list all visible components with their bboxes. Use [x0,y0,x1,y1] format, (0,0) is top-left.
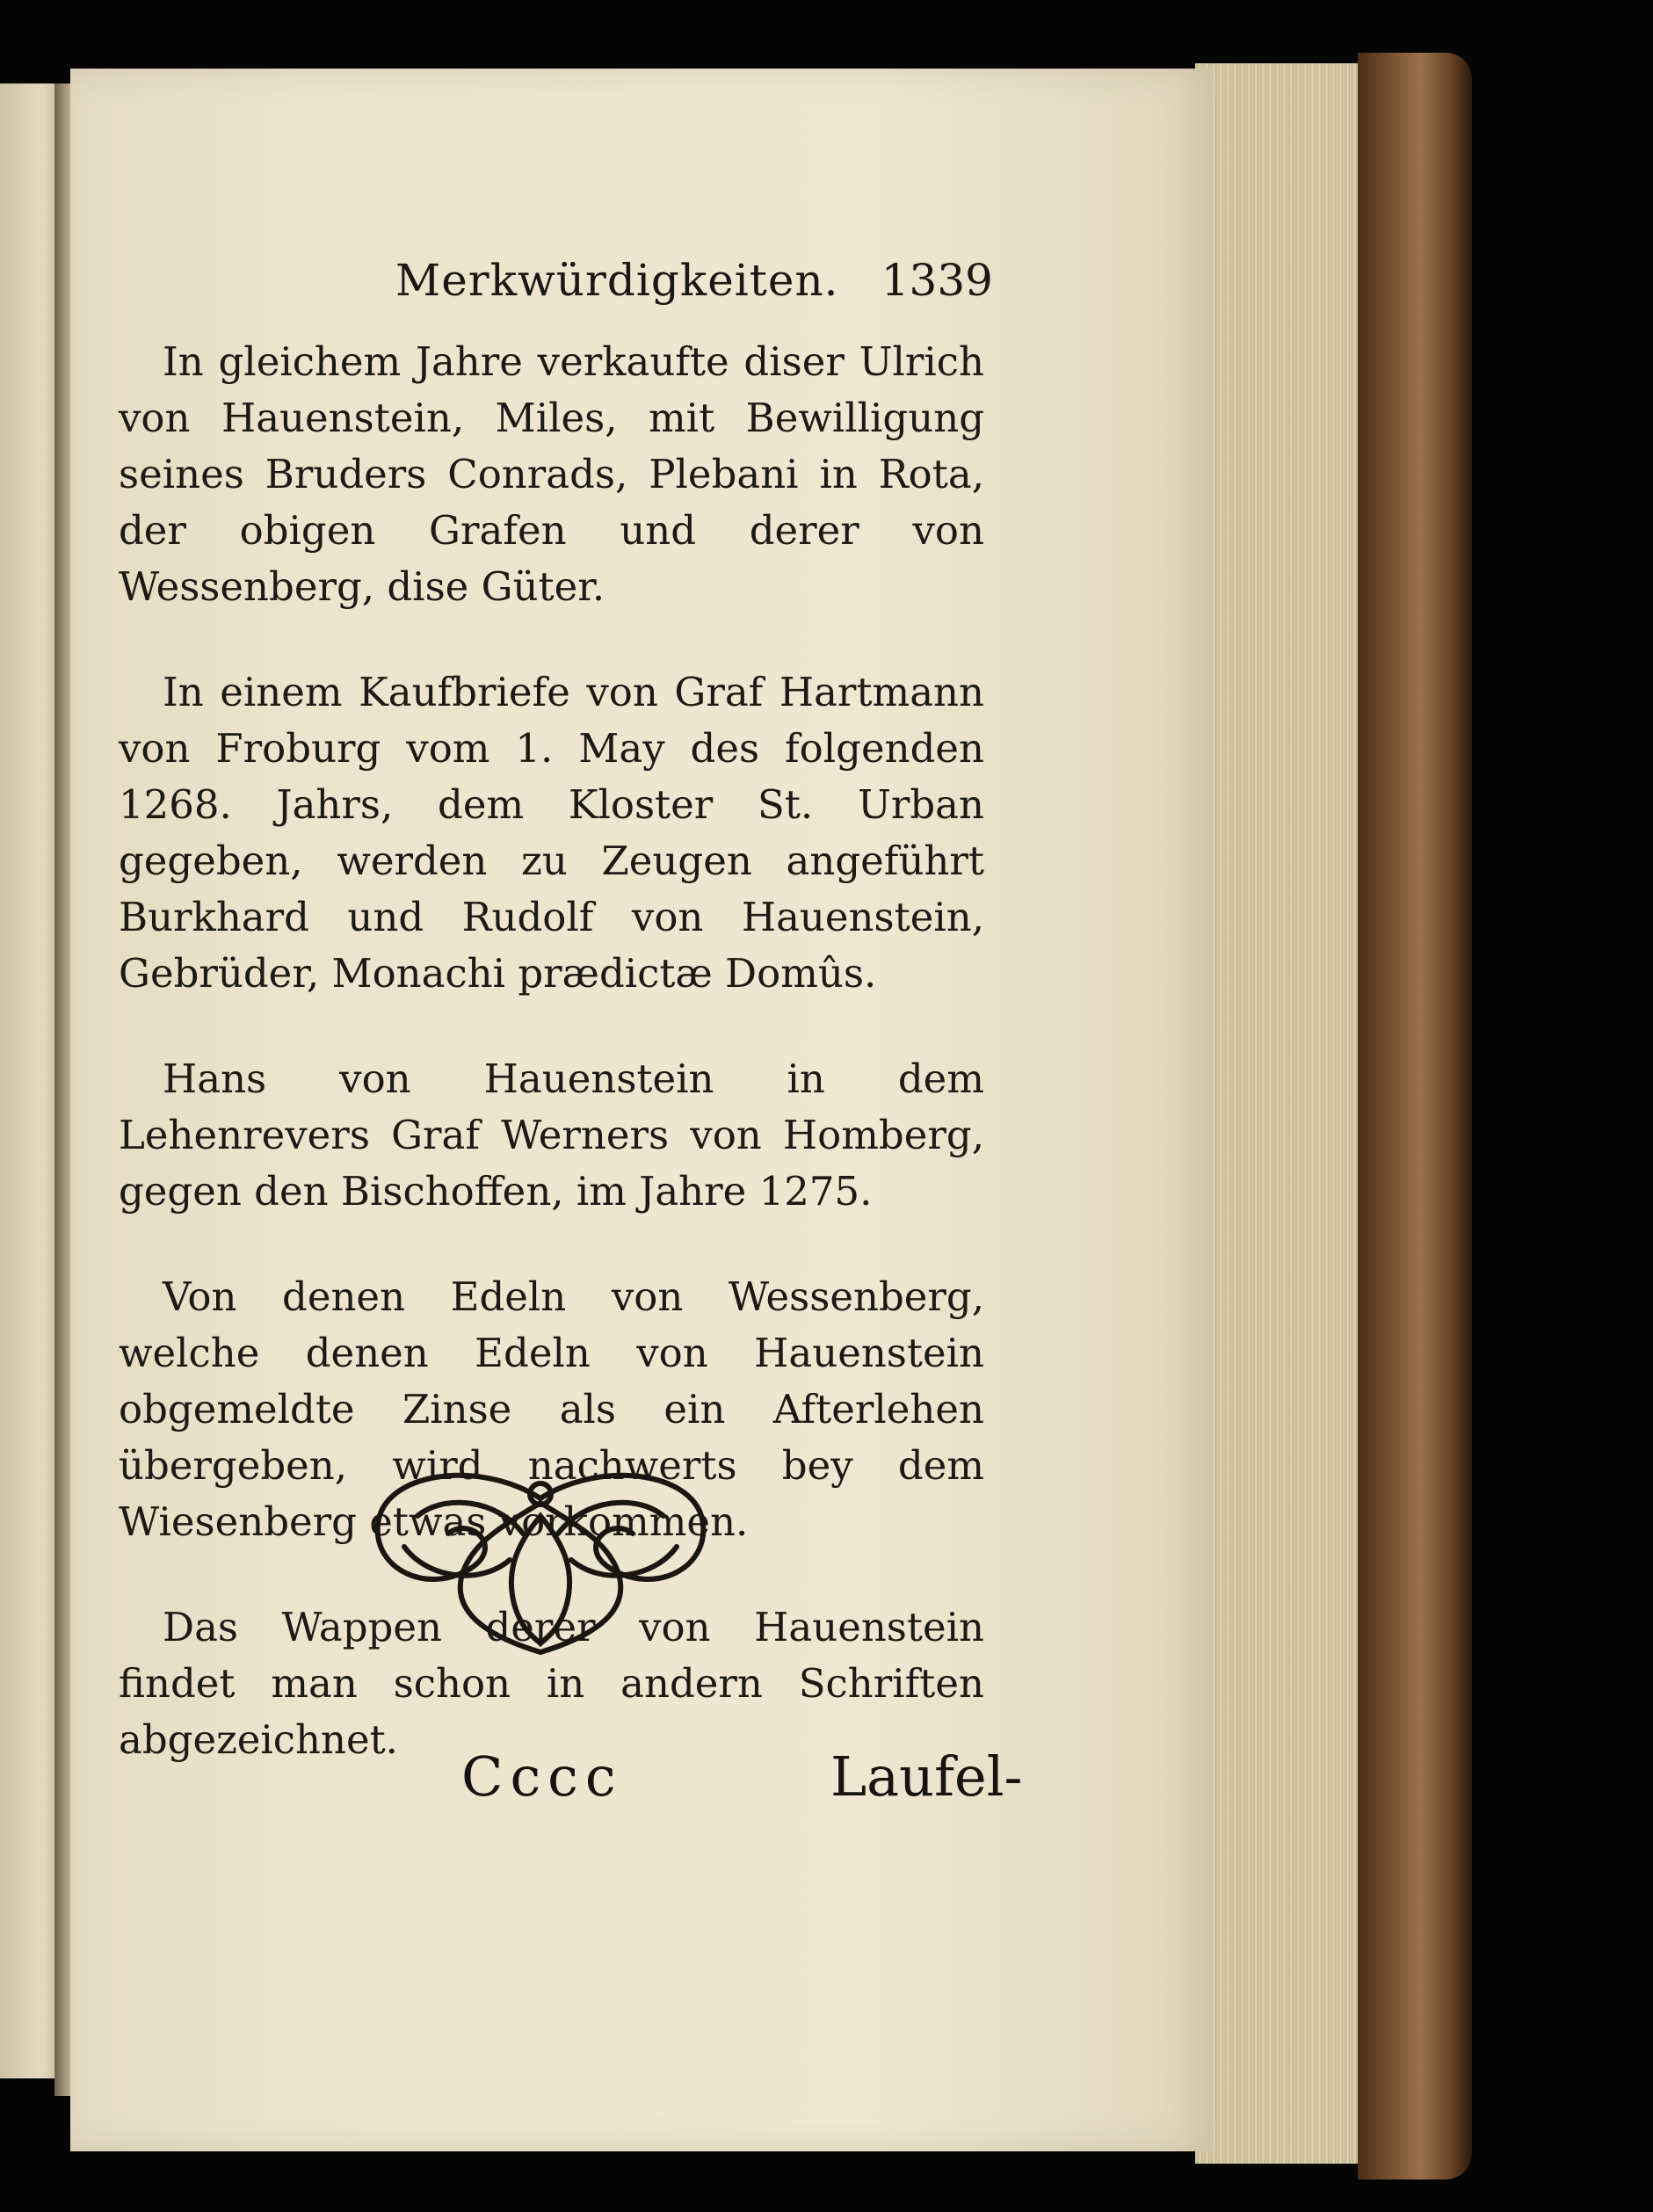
catchword: Laufel- [830,1744,1023,1809]
paragraph: Hans von Hauenstein in dem Lehenrevers Graf Werners von Homberg, gegen den Bischoffen, im Jahre 1275. [119,1055,984,1215]
scroll-ornament-icon [365,1463,716,1665]
paragraph: Von denen Edeln von Wessenberg, welche denen Edeln von Hauenstein obgemeldte Zinse als ein Afterlehen übergeben, wird nachwerts bey dem Wiesenberg etwas vorkommen. [119,1273,984,1545]
book-cover [1358,53,1472,2179]
page-number: 1339 [881,255,993,306]
signature-mark: Cccc [461,1744,623,1809]
running-title: Merkwürdigkeiten. [395,255,839,306]
paragraph: In einem Kaufbriefe von Graf Hartmann von Froburg vom 1. May des folgenden 1268. Jahrs, dem Kloster St. Urban gegeben, werden zu Zeugen angeführt Burkhard und Rudolf von Hauenstein, Gebrüder, Monachi prædictæ Domûs. [119,669,984,997]
page-edges [1195,63,1371,2164]
paragraph: Das Wappen derer von Hauenstein findet man schon in andern Schriften abgezeichnet. [119,1604,984,1763]
running-header [395,255,993,316]
paragraph: In gleichem Jahre verkaufte diser Ulrich von Hauenstein, Miles, mit Bewilligung seines Bruders Conrads, Plebani in Rota, der obigen Grafen und derer von Wessenberg, dise Güter. [119,338,984,610]
